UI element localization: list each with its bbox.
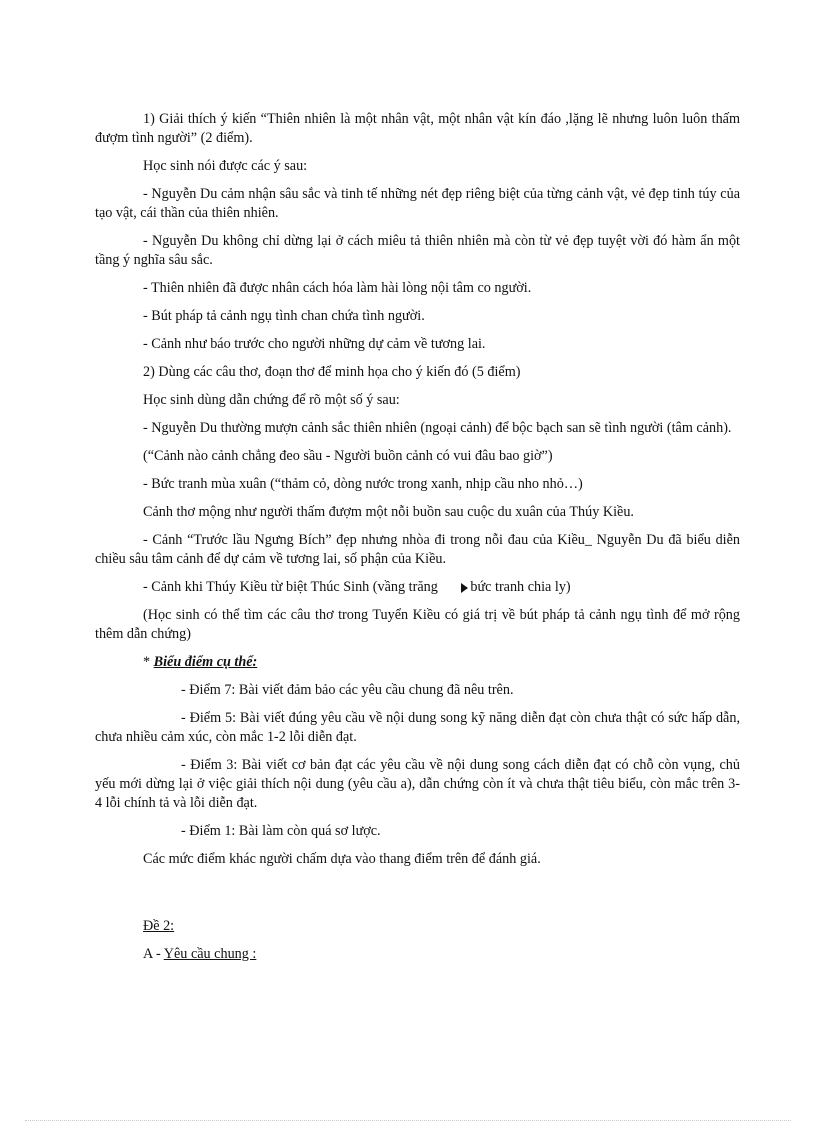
score-heading-text: Biểu điểm cụ thể: (153, 654, 258, 670)
para-evidence-1: - Nguyễn Du thường mượn cảnh sắc thiên nhiên (ngoại cảnh) để bộc bạch san sẽ tình người (tâm cảnh). (143, 420, 732, 436)
page-bottom-divider (25, 1120, 791, 1121)
para-dreamy-scene: Cảnh thơ mộng như người thấm đượm một nỗi buồn sau cuộc du xuân của Thúy Kiều. (143, 504, 634, 520)
para-point-1: - Nguyễn Du cảm nhận sâu sắc và tinh tế những nét đẹp riêng biệt của từng cảnh vật, vẻ đẹp tinh túy của tạo vật, cái thần của thiên nhiên. (95, 186, 740, 221)
score-5: - Điểm 5: Bài viết đúng yêu cầu về nội dung song kỹ năng diễn đạt còn chưa thật có sức hấp dẫn, chưa nhiều cảm xúc, còn mắc 1-2 lỗi diễn đạt. (95, 710, 740, 745)
farewell-text-2: bức tranh chia ly) (470, 579, 571, 595)
para-students-say: Học sinh nói được các ý sau: (143, 158, 308, 174)
de-2-heading: Đề 2: (143, 918, 175, 934)
para-point-3: - Thiên nhiên đã được nhân cách hóa làm hài lòng nội tâm co người. (143, 280, 532, 296)
para-students-note: (Học sinh có thể tìm các câu thơ trong Tuyển Kiều có giá trị về bút pháp tả cảnh ngụ tình để mở rộng thêm dẫn chứng) (95, 607, 740, 642)
para-evidence-intro: Học sinh dùng dẫn chứng để rõ một số ý sau: (143, 392, 400, 408)
score-1: - Điểm 1: Bài làm còn quá sơ lược. (181, 823, 381, 839)
para-ngung-bich: - Cảnh “Trước lầu Ngưng Bích” đẹp nhưng nhòa đi trong nỗi đau của Kiều_ Nguyễn Du đã biểu diễn chiều sâu tâm cảnh để dự cảm về tương lai, số phận của Kiều. (95, 532, 740, 567)
para-quote: (“Cảnh nào cảnh chẳng đeo sầu - Người buồn cảnh có vui đâu bao giờ”) (143, 448, 553, 464)
score-7: - Điểm 7: Bài viết đảm bảo các yêu cầu chung đã nêu trên. (181, 682, 514, 698)
para-point-2: - Nguyễn Du không chỉ dừng lại ở cách miêu tả thiên nhiên mà còn từ vẻ đẹp tuyệt vời đó hàm ẩn một tầng ý nghĩa sâu sắc. (95, 233, 740, 268)
section-de-2 (95, 917, 740, 936)
general-req-prefix: A - (143, 946, 164, 962)
general-req-label: Yêu cầu chung : (163, 946, 257, 962)
para-illustrate: 2) Dùng các câu thơ, đoạn thơ để minh họa cho ý kiến đó (5 điểm) (143, 364, 521, 380)
score-star: * (143, 654, 151, 670)
para-other-scores: Các mức điểm khác người chấm dựa vào thang điểm trên để đánh giá. (143, 851, 541, 867)
para-farewell (95, 578, 740, 597)
para-spring-scene: - Bức tranh mùa xuân (“thảm cỏ, dòng nước trong xanh, nhịp cầu nho nhỏ…) (143, 476, 583, 492)
score-heading (95, 653, 740, 672)
para-point-4: - Bút pháp tả cảnh ngụ tình chan chứa tình người. (143, 308, 425, 324)
score-3: - Điểm 3: Bài viết cơ bản đạt các yêu cầu về nội dung song cách diễn đạt có chỗ còn vụng, chủ yếu mới dừng lại ở việc giải thích nội dung (yêu cầu a), dẫn chứng còn ít và chưa thật tiêu biểu, còn mắc trên 3- 4 lỗi chính tả và lỗi diễn đạt. (95, 757, 740, 811)
document-body (95, 110, 740, 973)
section-general-requirements (95, 945, 740, 964)
para-point-5: - Cảnh như báo trước cho người những dự cảm về tương lai. (143, 336, 486, 352)
farewell-text-1: - Cảnh khi Thúy Kiều từ biệt Thúc Sinh (vầng trăng (143, 579, 438, 595)
mouse-cursor-icon (461, 583, 468, 593)
para-explain-opinion: 1) Giải thích ý kiến “Thiên nhiên là một nhân vật, một nhân vật kín đáo ,lặng lẽ nhưng luôn luôn thấm đượm tình người” (2 điểm). (95, 111, 740, 146)
